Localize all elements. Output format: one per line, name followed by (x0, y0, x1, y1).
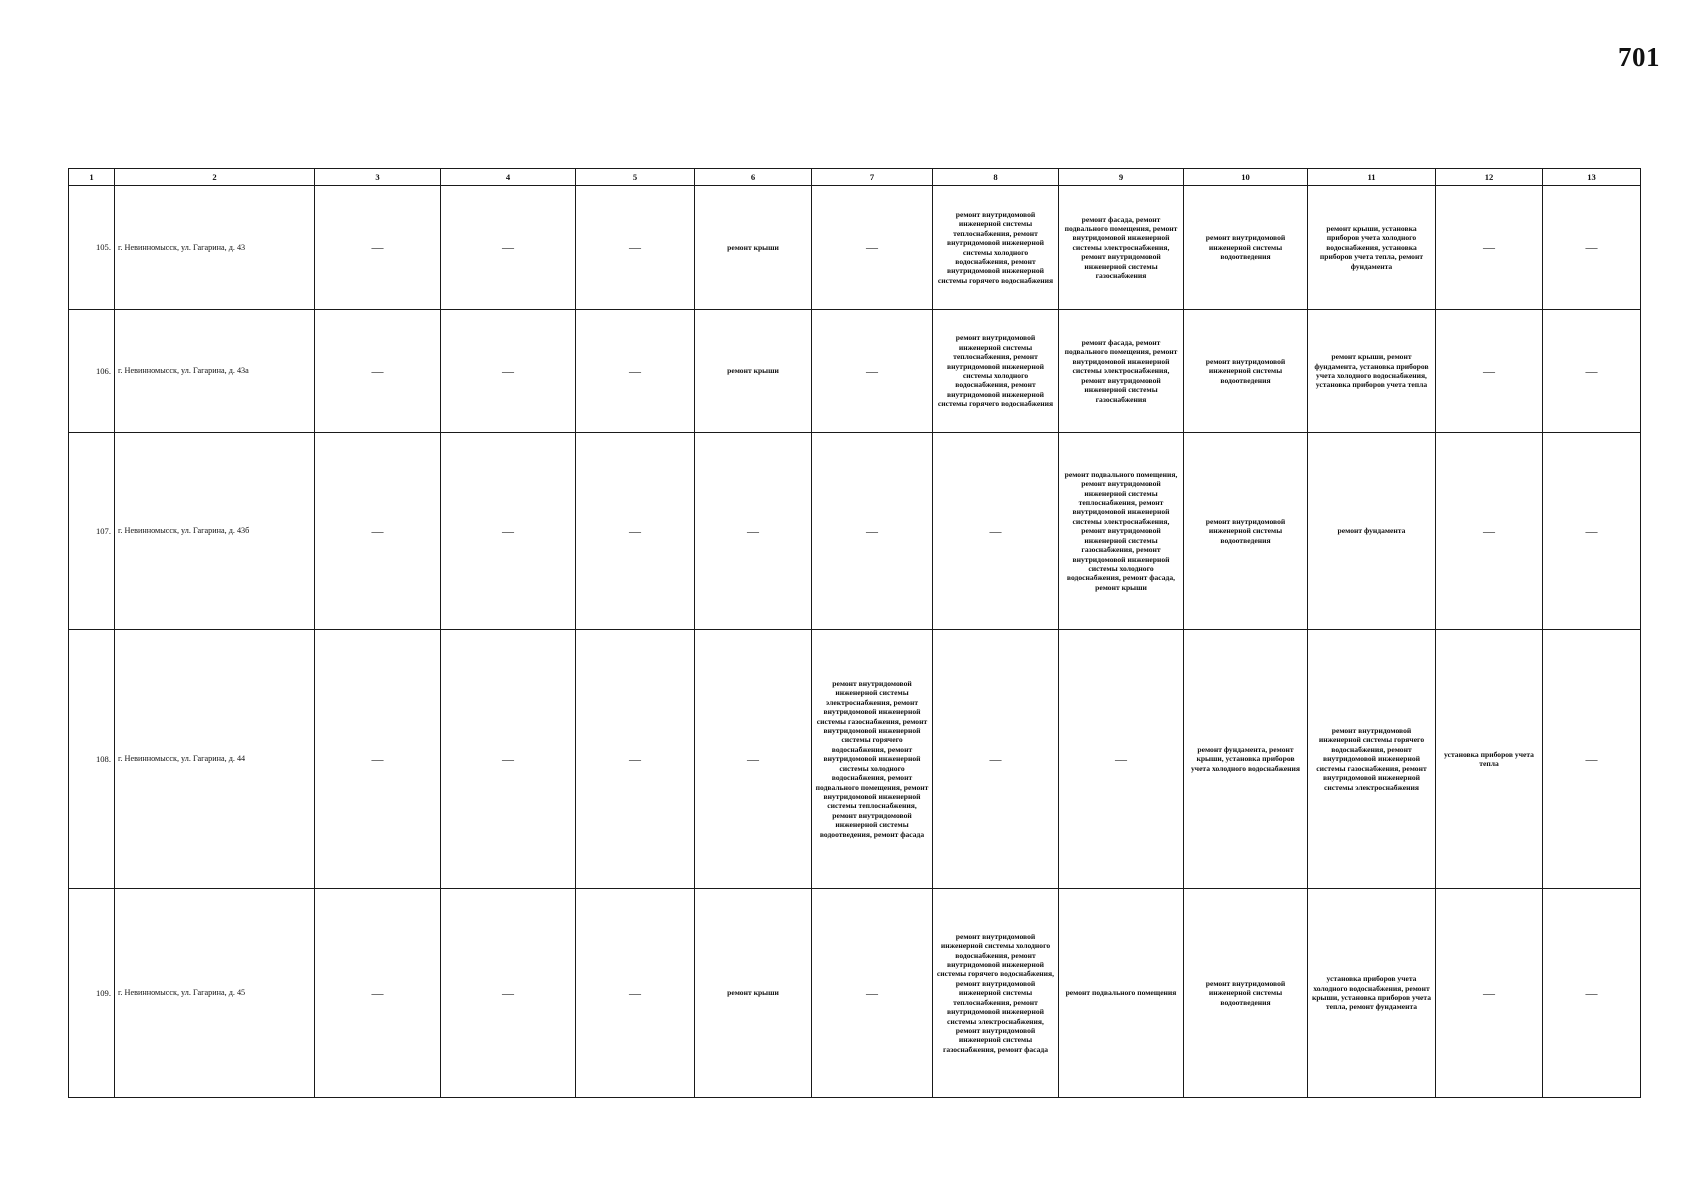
repair-schedule-table (68, 168, 1641, 1098)
column-number: 9 (1059, 169, 1184, 186)
table-cell: ремонт крыши, установка приборов учета холодного водоснабжения, установка приборов учета тепла, ремонт фундамента (1308, 186, 1436, 310)
column-number: 11 (1308, 169, 1436, 186)
table-cell: — (576, 433, 695, 630)
table-cell: ремонт фасада, ремонт подвального помещения, ремонт внутридомовой инженерной системы электроснабжения, ремонт внутридомовой инженерной системы газоснабжения (1059, 186, 1184, 310)
table-cell: ремонт внутридомовой инженерной системы горячего водоснабжения, ремонт внутридомовой инженерной системы газоснабжения, ремонт внутридомовой инженерной системы электроснабжения (1308, 630, 1436, 889)
table-cell: установка приборов учета холодного водоснабжения, ремонт крыши, установка приборов учета тепла, ремонт фундамента (1308, 889, 1436, 1098)
table-cell: — (315, 186, 441, 310)
table-cell: — (315, 433, 441, 630)
table-cell: установка приборов учета тепла (1436, 630, 1543, 889)
row-number: 109. (69, 889, 115, 1098)
column-number: 12 (1436, 169, 1543, 186)
table-cell: ремонт подвального помещения (1059, 889, 1184, 1098)
table-cell: — (441, 310, 576, 433)
column-number: 6 (695, 169, 812, 186)
table-cell: — (1059, 630, 1184, 889)
table-cell: ремонт внутридомовой инженерной системы водоотведения (1184, 186, 1308, 310)
row-number: 106. (69, 310, 115, 433)
table-cell: — (441, 186, 576, 310)
table-cell: — (1436, 889, 1543, 1098)
table-cell: ремонт внутридомовой инженерной системы холодного водоснабжения, ремонт внутридомовой инженерной системы горячего водоснабжения, ремонт внутридомовой инженерной системы теплоснабжения, ремонт внутридомовой инженерной системы электроснабжения, ремонт внутридомовой инженерной системы газоснабжения, ремонт фасада (933, 889, 1059, 1098)
table-cell: ремонт внутридомовой инженерной системы теплоснабжения, ремонт внутридомовой инженерной системы холодного водоснабжения, ремонт внутридомовой инженерной системы горячего водоснабжения (933, 310, 1059, 433)
table-cell: — (1436, 186, 1543, 310)
table-cell: — (315, 310, 441, 433)
table-cell: — (1543, 433, 1641, 630)
address-cell: г. Невинномысск, ул. Гагарина, д. 43б (115, 433, 315, 630)
column-number: 4 (441, 169, 576, 186)
table-row (69, 310, 1641, 433)
table-cell: ремонт крыши, ремонт фундамента, установка приборов учета холодного водоснабжения, установка приборов учета тепла (1308, 310, 1436, 433)
row-number: 108. (69, 630, 115, 889)
column-number: 13 (1543, 169, 1641, 186)
table-cell: — (315, 630, 441, 889)
column-number-row (69, 169, 1641, 186)
table-cell: ремонт крыши (695, 310, 812, 433)
table-cell: — (576, 310, 695, 433)
table-cell: — (812, 310, 933, 433)
table-cell: ремонт внутридомовой инженерной системы водоотведения (1184, 310, 1308, 433)
table-cell: — (576, 186, 695, 310)
table-cell: ремонт крыши (695, 889, 812, 1098)
table-cell: — (695, 630, 812, 889)
table-cell: ремонт фасада, ремонт подвального помещения, ремонт внутридомовой инженерной системы электроснабжения, ремонт внутридомовой инженерной системы газоснабжения (1059, 310, 1184, 433)
column-number: 7 (812, 169, 933, 186)
table-row (69, 186, 1641, 310)
address-cell: г. Невинномысск, ул. Гагарина, д. 43 (115, 186, 315, 310)
table-cell: — (1543, 630, 1641, 889)
table-cell: ремонт подвального помещения, ремонт внутридомовой инженерной системы теплоснабжения, ремонт внутридомовой инженерной системы электроснабжения, ремонт внутридомовой инженерной системы газоснабжения, ремонт внутридомовой инженерной системы холодного водоснабжения, ремонт фасада, ремонт крыши (1059, 433, 1184, 630)
table-cell: — (576, 889, 695, 1098)
row-number: 105. (69, 186, 115, 310)
row-number: 107. (69, 433, 115, 630)
column-number: 1 (69, 169, 115, 186)
column-number: 8 (933, 169, 1059, 186)
table-cell: — (441, 630, 576, 889)
table-cell: — (1436, 433, 1543, 630)
table-cell: — (812, 889, 933, 1098)
table-row (69, 889, 1641, 1098)
table-row (69, 630, 1641, 889)
table-cell: ремонт крыши (695, 186, 812, 310)
table-cell: — (1543, 889, 1641, 1098)
table-cell: ремонт внутридомовой инженерной системы водоотведения (1184, 433, 1308, 630)
table-cell: — (576, 630, 695, 889)
table-cell: — (812, 186, 933, 310)
table-cell: — (933, 433, 1059, 630)
table-cell: ремонт фундамента, ремонт крыши, установка приборов учета холодного водоснабжения (1184, 630, 1308, 889)
table-cell: — (1436, 310, 1543, 433)
table-cell: — (933, 630, 1059, 889)
table-cell: ремонт внутридомовой инженерной системы теплоснабжения, ремонт внутридомовой инженерной системы холодного водоснабжения, ремонт внутридомовой инженерной системы горячего водоснабжения (933, 186, 1059, 310)
table-cell: — (441, 433, 576, 630)
table-row (69, 433, 1641, 630)
table-cell: ремонт внутридомовой инженерной системы электроснабжения, ремонт внутридомовой инженерной системы газоснабжения, ремонт внутридомовой инженерной системы горячего водоснабжения, ремонт внутридомовой инженерной системы холодного водоснабжения, ремонт подвального помещения, ремонт внутридомовой инженерной системы теплоснабжения, ремонт внутридомовой инженерной системы водоотведения, ремонт фасада (812, 630, 933, 889)
column-number: 10 (1184, 169, 1308, 186)
address-cell: г. Невинномысск, ул. Гагарина, д. 43а (115, 310, 315, 433)
page-number: 701 (1618, 42, 1660, 72)
address-cell: г. Невинномысск, ул. Гагарина, д. 44 (115, 630, 315, 889)
table-cell: ремонт внутридомовой инженерной системы водоотведения (1184, 889, 1308, 1098)
address-cell: г. Невинномысск, ул. Гагарина, д. 45 (115, 889, 315, 1098)
table-cell: — (695, 433, 812, 630)
table-cell: — (441, 889, 576, 1098)
table-cell: — (812, 433, 933, 630)
table-cell: — (315, 889, 441, 1098)
column-number: 3 (315, 169, 441, 186)
column-number: 2 (115, 169, 315, 186)
table-cell: — (1543, 186, 1641, 310)
column-number: 5 (576, 169, 695, 186)
table-cell: — (1543, 310, 1641, 433)
table-cell: ремонт фундамента (1308, 433, 1436, 630)
